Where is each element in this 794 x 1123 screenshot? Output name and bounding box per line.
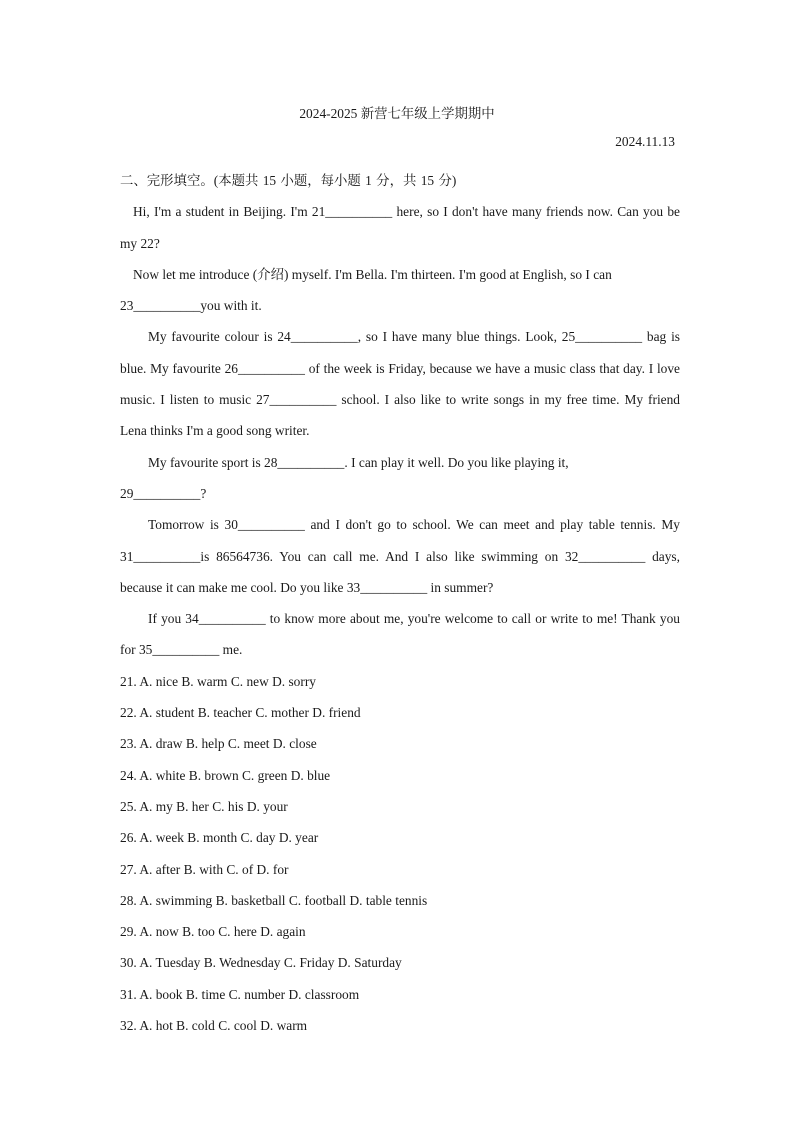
passage-paragraph-4-line-2: 29__________? — [120, 485, 207, 501]
option-item: 28. A. swimming B. basketball C. football D. table tennis — [120, 892, 428, 908]
passage-paragraph-5: Tomorrow is 30__________ and I don't go to school. We can meet and play table tennis. My 31__________is 86564736. You can call me. And I also like swimming on 32__________ days, because it can make me cool. Do you like 33__________ in summer? — [120, 517, 680, 595]
passage-paragraph-3: My favourite colour is 24__________, so I have many blue things. Look, 25__________ bag is blue. My favourite 26__________ of the week is Friday, because we have a music class that day. I love music. I listen to music 27__________ school. I also like to write songs in my free time. My friend Lena thinks I'm a good song writer. — [120, 329, 680, 439]
page-title: 2024-2025 新营七年级上学期期中 — [299, 106, 495, 121]
option-item: 31. A. book B. time C. number D. classroom — [120, 986, 360, 1002]
document-body — [120, 165, 680, 1041]
passage-paragraph-2-line-1: Now let me introduce (介绍) myself. I'm Bella. I'm thirteen. I'm good at English, so I can — [133, 266, 612, 282]
option-item: 24. A. white B. brown C. green D. blue — [120, 767, 331, 783]
passage-paragraph-4-line-1: My favourite sport is 28__________. I can play it well. Do you like playing it, — [148, 454, 569, 470]
option-item: 32. A. hot B. cold C. cool D. warm — [120, 1018, 308, 1034]
option-item: 26. A. week B. month C. day D. year — [120, 830, 319, 846]
option-item: 30. A. Tuesday B. Wednesday C. Friday D. Saturday — [120, 955, 402, 971]
exam-date: 2024.11.13 — [615, 134, 675, 149]
option-item: 22. A. student B. teacher C. mother D. friend — [120, 705, 361, 721]
option-item: 25. A. my B. her C. his D. your — [120, 798, 288, 814]
option-item: 21. A. nice B. warm C. new D. sorry — [120, 673, 316, 689]
passage-paragraph-1: Hi, I'm a student in Beijing. I'm 21__________ here, so I don't have many friends now. Can you be my 22? — [120, 204, 680, 251]
option-item: 27. A. after B. with C. of D. for — [120, 861, 289, 877]
passage-paragraph-2-line-2: 23__________you with it. — [120, 298, 262, 314]
option-item: 29. A. now B. too C. here D. again — [120, 924, 306, 940]
options-list — [120, 666, 680, 1042]
option-item: 23. A. draw B. help C. meet D. close — [120, 736, 317, 752]
section-heading: 二、完形填空。(本题共 15 小题，每小题 1 分，共 15 分) — [120, 173, 457, 188]
passage-paragraph-6: If you 34__________ to know more about me, you're welcome to call or write to me! Thank you for 35__________ me. — [120, 611, 680, 658]
